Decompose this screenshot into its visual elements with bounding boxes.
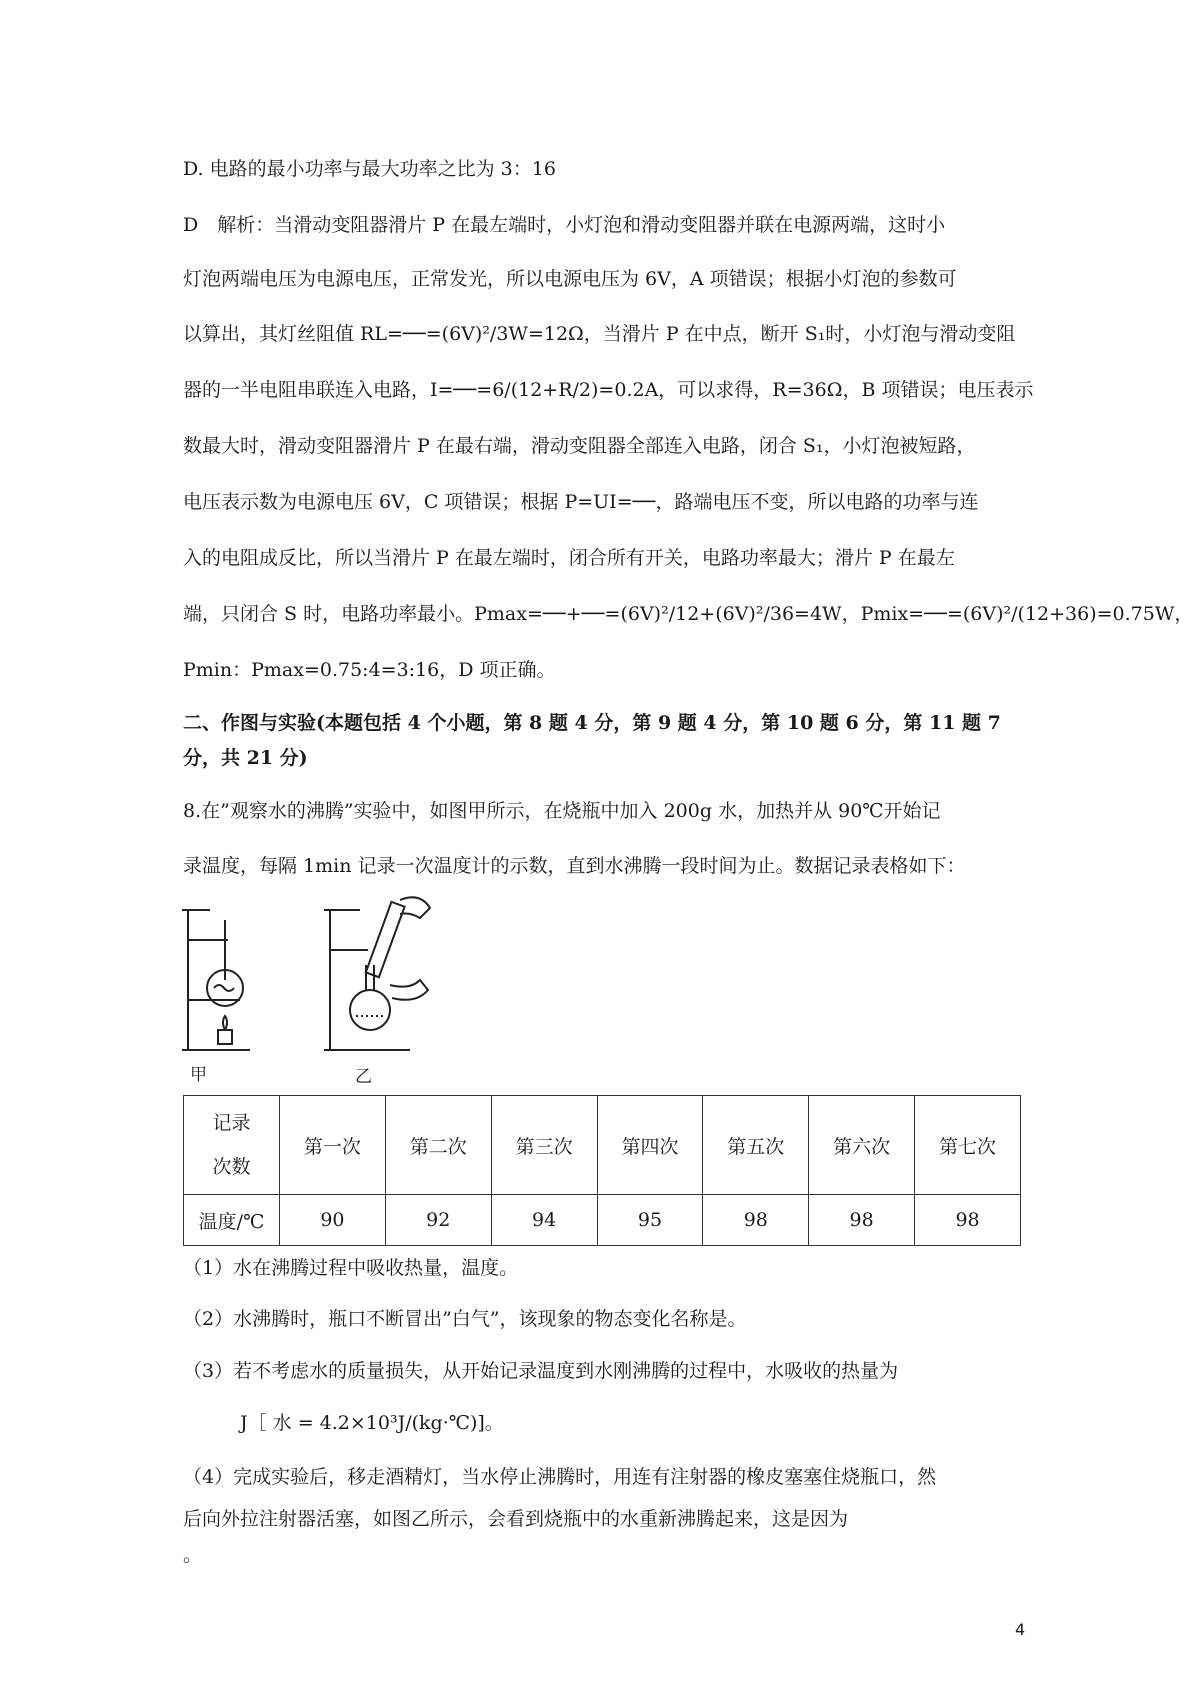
figure-yi-apparatus	[320, 890, 450, 1060]
question-8-part-3: （3）若不考虑水的质量损失，从开始记录温度到水刚沸腾的过程中，水吸收的热量为	[183, 1360, 899, 1382]
table-cell: 95	[597, 1195, 703, 1246]
table-header-row	[184, 1096, 1021, 1195]
analysis-line-5: 数最大时，滑动变阻器滑片 P 在最右端，滑动变阻器全部连入电路，闭合 S₁，小灯泡被短路，	[183, 435, 976, 457]
question-8-line-1: 8.在”观察水的沸腾”实验中，如图甲所示，在烧瓶中加入 200g 水，加热并从 90℃开始记	[183, 800, 941, 822]
table-header-cell: 第五次	[703, 1096, 809, 1195]
table-cell: 92	[385, 1195, 491, 1246]
table-cell: 98	[915, 1195, 1021, 1246]
table-row-label: 温度/℃	[184, 1195, 280, 1246]
analysis-line-4: 器的一半电阻串联连入电路，I=──=6/(12+R/2)=0.2A，可以求得，R=36Ω，B 项错误；电压表示	[183, 379, 1034, 401]
table-cell: 98	[703, 1195, 809, 1246]
analysis-line-7: 入的电阻成反比，所以当滑片 P 在最左端时，闭合所有开关，电路功率最大；滑片 P 在最左	[183, 547, 955, 569]
question-8-part-3-formula: J［ 水 = 4.2×10³J/(kg·℃)]。	[240, 1412, 504, 1434]
question-8-part-1: （1）水在沸腾过程中吸收热量，温度。	[183, 1257, 519, 1279]
table-cell: 94	[491, 1195, 597, 1246]
question-8-part-4-end: 。	[183, 1544, 203, 1566]
option-d: D. 电路的最小功率与最大功率之比为 3：16	[183, 158, 556, 180]
question-8-part-4: （4）完成实验后，移走酒精灯，当水停止沸腾时，用连有注射器的橡皮塞塞住烧瓶口，然	[183, 1466, 937, 1488]
question-8-part-4-cont: 后向外拉注射器活塞，如图乙所示，会看到烧瓶中的水重新沸腾起来，这是因为	[183, 1508, 849, 1530]
table-cell: 98	[809, 1195, 915, 1246]
table-header-cell: 第七次	[915, 1096, 1021, 1195]
table-header-cell: 第三次	[491, 1096, 597, 1195]
analysis-line-1: D 解析：当滑动变阻器滑片 P 在最左端时，小灯泡和滑动变阻器并联在电源两端，这时小	[183, 214, 946, 236]
table-header-cell: 第二次	[385, 1096, 491, 1195]
figure-yi-label: 乙	[355, 1067, 372, 1087]
analysis-line-2: 灯泡两端电压为电源电压，正常发光，所以电源电压为 6V，A 项错误；根据小灯泡的参数可	[183, 268, 957, 290]
section-heading-cont: 分，共 21 分)	[183, 747, 308, 769]
analysis-line-8: 端，只闭合 S 时，电路功率最小。Pmax=──+──=(6V)²/12+(6V)²/36=4W，Pmix=──=(6V)²/(12+36)=0.75W，	[183, 603, 1194, 625]
figure-jia-label: 甲	[190, 1065, 207, 1085]
table-header-cell: 第四次	[597, 1096, 703, 1195]
table-header-cell: 记录次数	[184, 1096, 280, 1195]
table-header-cell: 第一次	[280, 1096, 386, 1195]
data-table	[183, 1095, 1021, 1246]
question-8-line-2: 录温度，每隔 1min 记录一次温度计的示数，直到水沸腾一段时间为止。数据记录表格如下：	[183, 855, 966, 877]
table-cell: 90	[280, 1195, 386, 1246]
table-row	[184, 1195, 1021, 1246]
analysis-line-9: Pmin：Pmax=0.75:4=3:16，D 项正确。	[183, 659, 556, 681]
question-8-part-2: （2）水沸腾时，瓶口不断冒出”白气”，该现象的物态变化名称是。	[183, 1308, 747, 1330]
analysis-line-3: 以算出，其灯丝阻值 RL=──=(6V)²/3W=12Ω，当滑片 P 在中点，断开 S₁时，小灯泡与滑动变阻	[183, 323, 1016, 345]
page-number: 4	[1015, 1620, 1026, 1639]
table-header-cell: 第六次	[809, 1096, 915, 1195]
section-heading: 二、作图与实验(本题包括 4 个小题，第 8 题 4 分，第 9 题 4 分，第 10 题 6 分，第 11 题 7	[183, 712, 1001, 734]
figure-jia-apparatus	[180, 900, 260, 1060]
analysis-line-6: 电压表示数为电源电压 6V，C 项错误；根据 P=UI=──，路端电压不变，所以电路的功率与连	[183, 491, 979, 513]
